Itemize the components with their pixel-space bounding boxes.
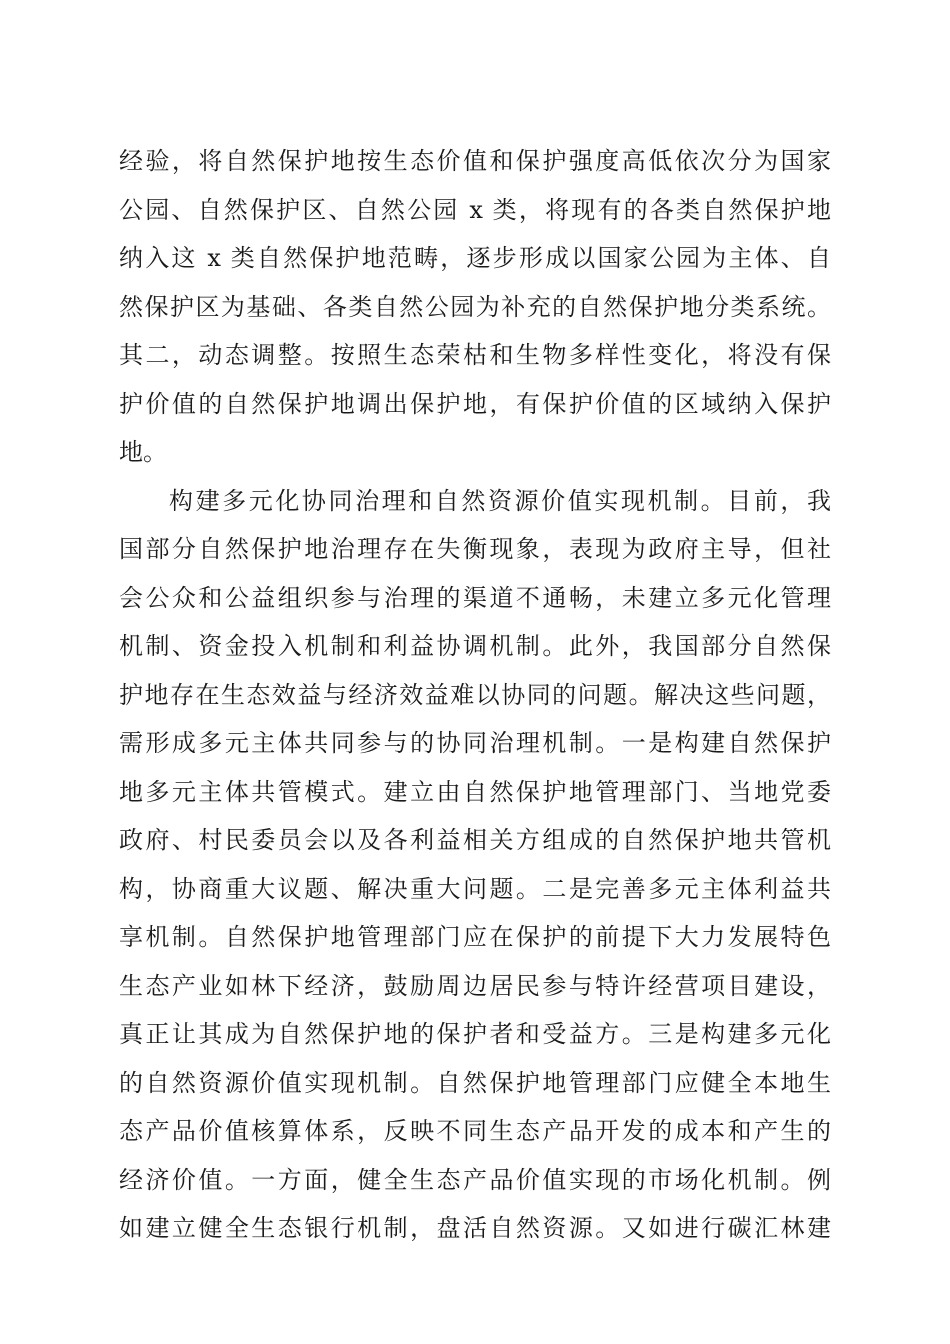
text-line: 国部分自然保护地治理存在失衡现象，表现为政府主导，但社 bbox=[119, 535, 831, 563]
paragraph-continuation bbox=[119, 137, 831, 477]
text-line: 需形成多元主体共同参与的协同治理机制。一是构建自然保护 bbox=[119, 729, 831, 757]
text-line: 地多元主体共管模式。建立由自然保护地管理部门、当地党委 bbox=[119, 777, 831, 806]
text-line: 护价值的自然保护地调出保护地，有保护价值的区域纳入保护 bbox=[119, 389, 831, 418]
text-line: 享机制。自然保护地管理部门应在保护的前提下大力发展特色 bbox=[119, 923, 831, 951]
document-body bbox=[119, 137, 831, 1253]
text-line: 经验，将自然保护地按生态价值和保护强度高低依次分为国家 bbox=[119, 147, 831, 175]
text-line: 经济价值。一方面，健全生态产品价值实现的市场化机制。例 bbox=[119, 1165, 831, 1194]
text-line: 政府、村民委员会以及各利益相关方组成的自然保护地共管机 bbox=[119, 826, 831, 854]
text-line: 地。 bbox=[119, 438, 167, 466]
text-line: 公园、自然保护区、自然公园 x 类，将现有的各类自然保护地 bbox=[119, 195, 831, 224]
text-line: 态产品价值核算体系，反映不同生态产品开发的成本和产生的 bbox=[119, 1117, 831, 1145]
text-line: 真正让其成为自然保护地的保护者和受益方。三是构建多元化 bbox=[119, 1020, 831, 1048]
text-line: 生态产业如林下经济，鼓励周边居民参与特许经营项目建设， bbox=[119, 971, 831, 1000]
text-line: 然保护区为基础、各类自然公园为补充的自然保护地分类系统。 bbox=[119, 292, 831, 321]
text-line: 构建多元化协同治理和自然资源价值实现机制。目前，我 bbox=[169, 486, 831, 515]
text-line: 机制、资金投入机制和利益协调机制。此外，我国部分自然保 bbox=[119, 632, 831, 660]
text-line: 如建立健全生态银行机制，盘活自然资源。又如进行碳汇林建 bbox=[119, 1214, 831, 1242]
text-line: 纳入这 x 类自然保护地范畴，逐步形成以国家公园为主体、自 bbox=[119, 244, 831, 272]
text-line: 构，协商重大议题、解决重大问题。二是完善多元主体利益共 bbox=[119, 874, 831, 903]
text-line: 护地存在生态效益与经济效益难以协同的问题。解决这些问题， bbox=[119, 680, 831, 709]
text-line: 会公众和公益组织参与治理的渠道不通畅，未建立多元化管理 bbox=[119, 583, 831, 612]
text-line: 其二，动态调整。按照生态荣枯和生物多样性变化，将没有保 bbox=[119, 341, 831, 369]
text-line: 的自然资源价值实现机制。自然保护地管理部门应健全本地生 bbox=[119, 1068, 831, 1097]
paragraph-governance bbox=[119, 477, 831, 1253]
